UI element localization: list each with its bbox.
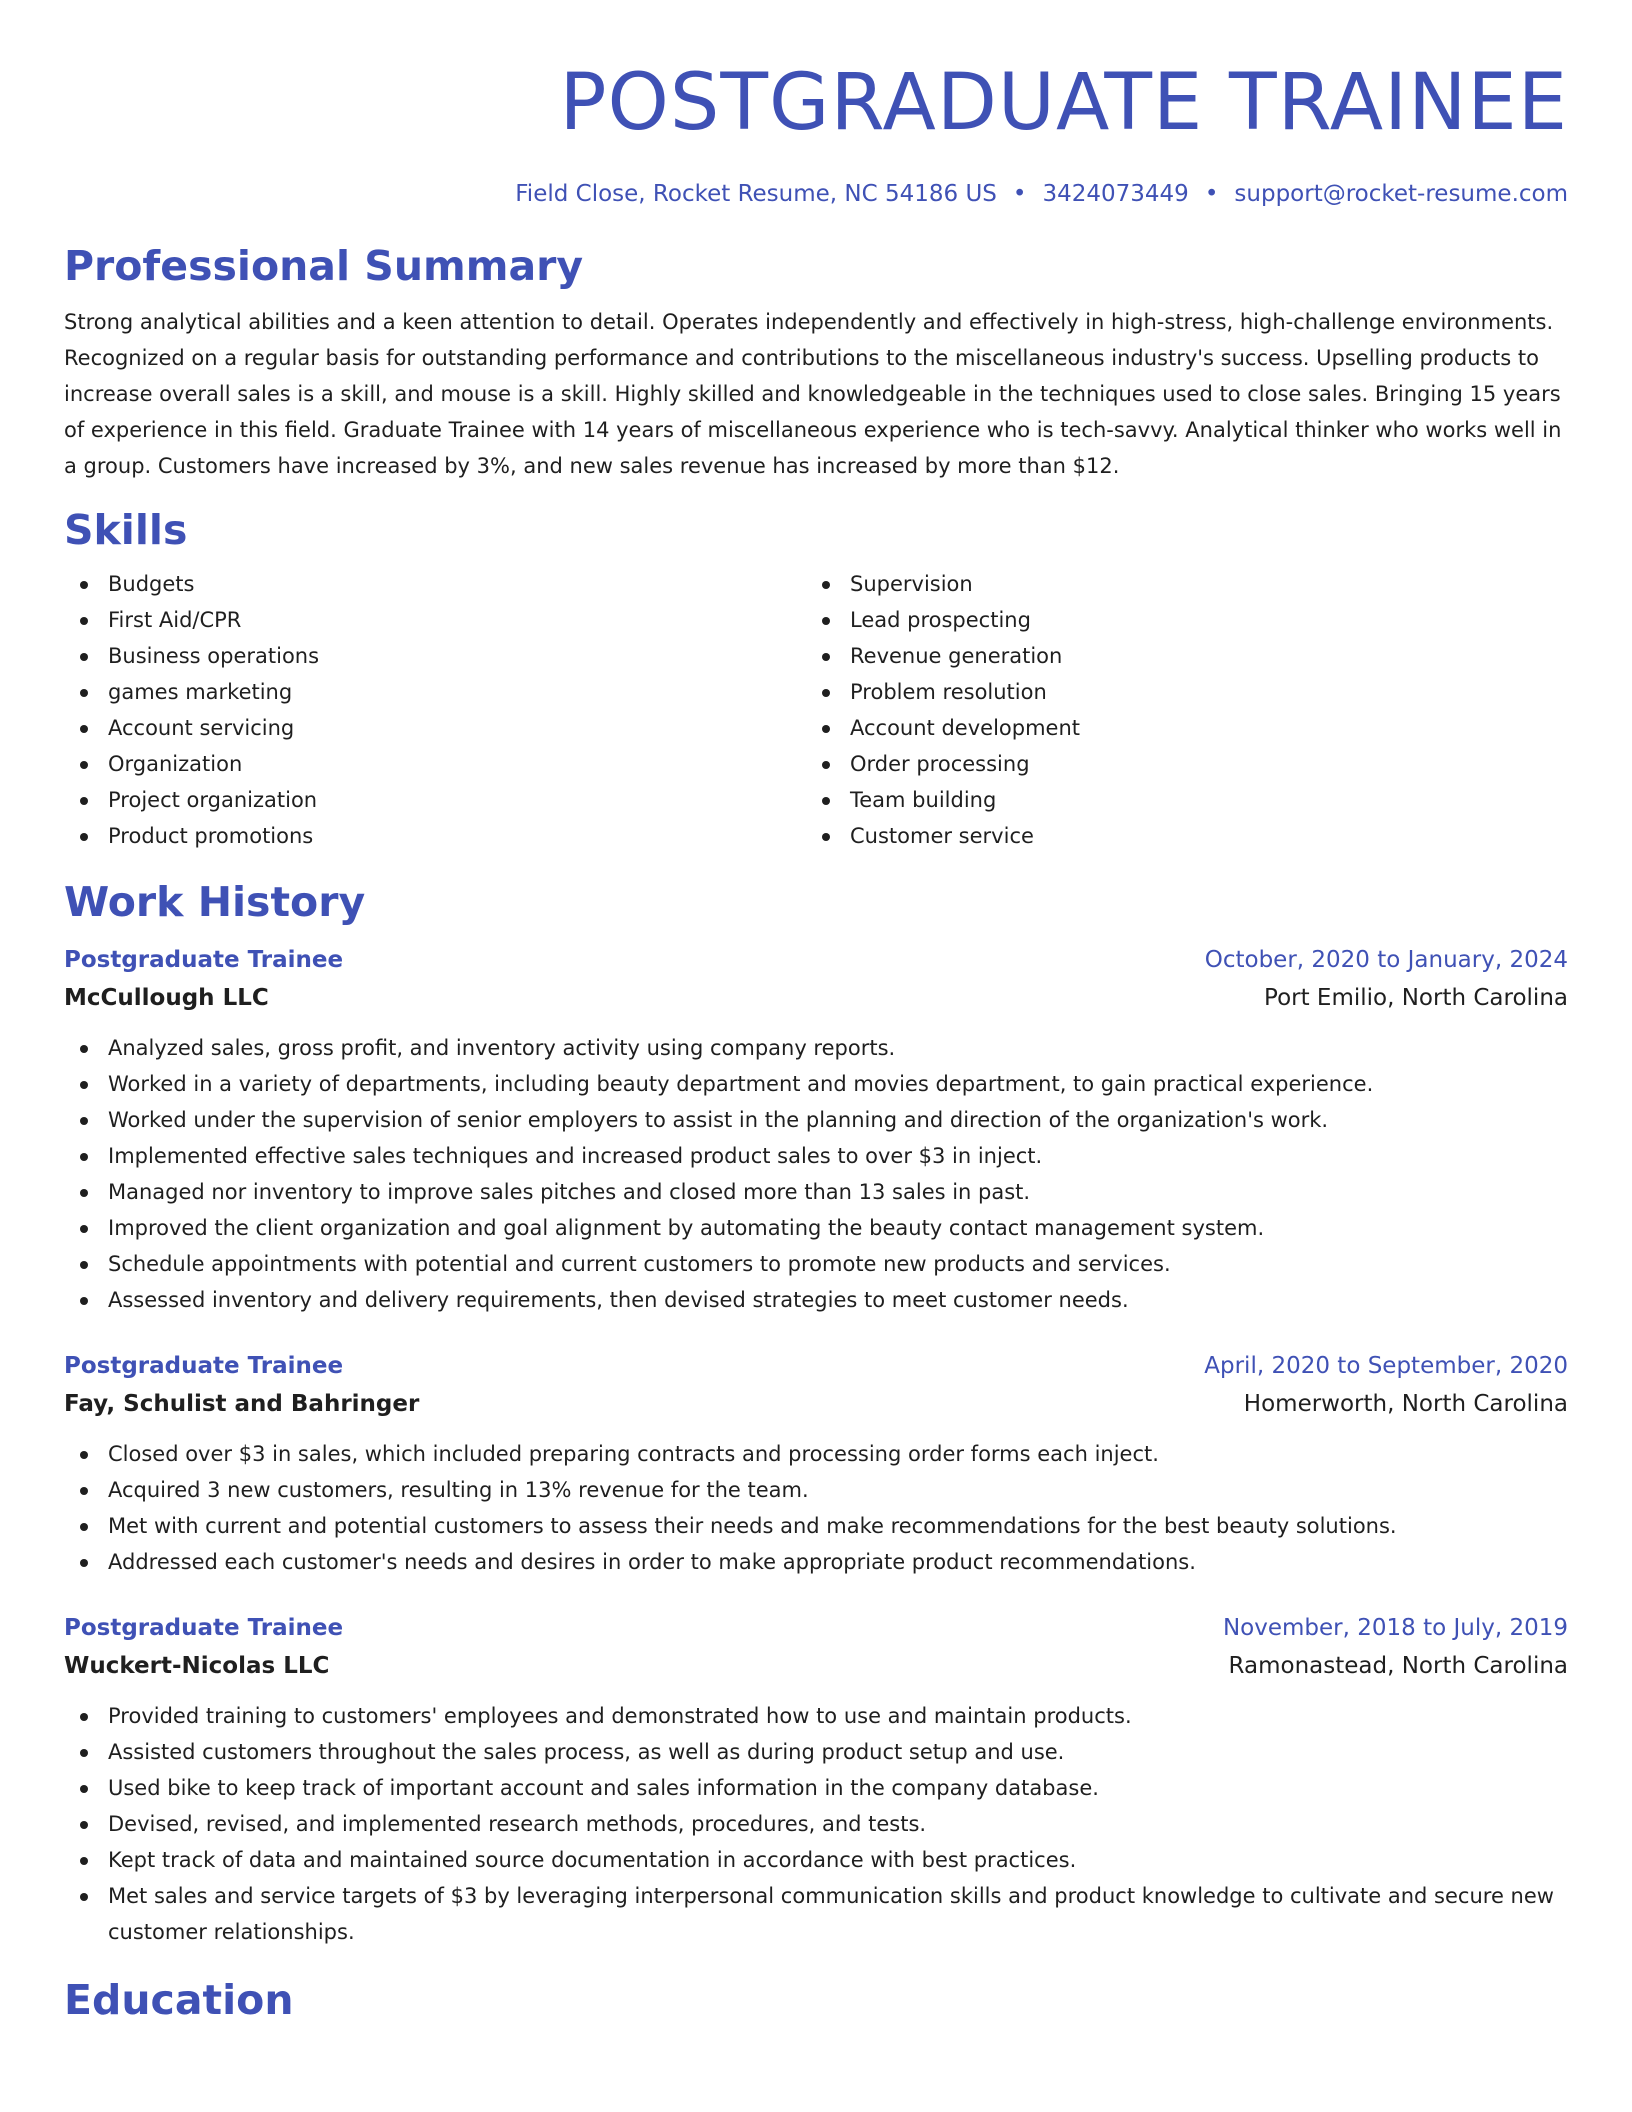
job-location: Port Emilio, North Carolina: [1264, 985, 1568, 1011]
skill-item: Order processing: [806, 746, 1548, 782]
job-title: Postgraduate Trainee: [64, 947, 344, 973]
job-dates: April, 2020 to September, 2020: [1204, 1353, 1568, 1379]
job-bullet: Schedule appointments with potential and current customers to promote new products and services.: [64, 1246, 1568, 1282]
skills-column-right: [806, 566, 1548, 854]
job-bullet: Acquired 3 new customers, resulting in 13% revenue for the team.: [64, 1472, 1568, 1508]
skill-item: First Aid/CPR: [64, 602, 806, 638]
job-bullets: [64, 1698, 1568, 1950]
job-title: Postgraduate Trainee: [64, 1353, 344, 1379]
job-bullets: [64, 1436, 1568, 1580]
skill-item: Lead prospecting: [806, 602, 1548, 638]
skill-item: Account servicing: [64, 710, 806, 746]
summary-heading: Professional Summary: [64, 242, 584, 290]
skill-item: Organization: [64, 746, 806, 782]
education-heading: Education: [64, 1976, 294, 2024]
job-location: Ramonastead, North Carolina: [1228, 1653, 1568, 1679]
job-company: Wuckert-Nicolas LLC: [64, 1653, 330, 1679]
contact-email: support@rocket-resume.com: [1234, 181, 1568, 207]
job-bullet: Kept track of data and maintained source documentation in accordance with best practices.: [64, 1842, 1568, 1878]
job-company-row: [64, 978, 1568, 1018]
skill-item: Customer service: [806, 818, 1548, 854]
job-bullet: Worked under the supervision of senior employers to assist in the planning and direction of the organization's work.: [64, 1102, 1568, 1138]
contact-address: Field Close, Rocket Resume, NC 54186 US: [515, 181, 997, 207]
job-bullet: Addressed each customer's needs and desires in order to make appropriate product recommendations.: [64, 1544, 1568, 1580]
job-bullet: Used bike to keep track of important account and sales information in the company database.: [64, 1770, 1568, 1806]
job-entry: [64, 1610, 1568, 1950]
job-bullet: Closed over $3 in sales, which included preparing contracts and processing order forms each inject.: [64, 1436, 1568, 1472]
contact-line: [64, 178, 1568, 210]
work-history-heading: Work History: [64, 878, 366, 926]
job-location: Homerworth, North Carolina: [1243, 1391, 1568, 1417]
skill-item: Account development: [806, 710, 1548, 746]
job-bullet: Provided training to customers' employees and demonstrated how to use and maintain products.: [64, 1698, 1568, 1734]
job-title-row: [64, 1348, 1568, 1384]
job-dates: November, 2018 to July, 2019: [1222, 1615, 1568, 1641]
skill-item: Business operations: [64, 638, 806, 674]
skills-heading: Skills: [64, 506, 188, 554]
job-title: Postgraduate Trainee: [64, 1615, 344, 1641]
job-bullet: Assessed inventory and delivery requirements, then devised strategies to meet customer needs.: [64, 1282, 1568, 1318]
job-bullet: Met with current and potential customers to assess their needs and make recommendations for the best beauty solutions.: [64, 1508, 1568, 1544]
resume-page: [64, 0, 1568, 2026]
skills-column-left: [64, 566, 806, 854]
job-company: McCullough LLC: [64, 985, 269, 1011]
job-dates: October, 2020 to January, 2024: [1204, 947, 1568, 973]
skill-item: games marketing: [64, 674, 806, 710]
job-company: Fay, Schulist and Bahringer: [64, 1391, 420, 1417]
job-bullet: Improved the client organization and goal alignment by automating the beauty contact management system.: [64, 1210, 1568, 1246]
skill-item: Product promotions: [64, 818, 806, 854]
job-company-row: [64, 1646, 1568, 1686]
skill-item: Revenue generation: [806, 638, 1548, 674]
job-bullet: Devised, revised, and implemented research methods, procedures, and tests.: [64, 1806, 1568, 1842]
job-bullet: Assisted customers throughout the sales process, as well as during product setup and use.: [64, 1734, 1568, 1770]
job-bullet: Implemented effective sales techniques and increased product sales to over $3 in inject.: [64, 1138, 1568, 1174]
job-company-row: [64, 1384, 1568, 1424]
job-entry: [64, 942, 1568, 1318]
summary-text: Strong analytical abilities and a keen attention to detail. Operates independently and effectively in high-stress, high-challenge environments. Recognized on a regular basis for outstanding performance and contributions to the miscellaneous industry's success. Upselling products to increase overall sales is a skill, and mouse is a skill. Highly skilled and knowledgeable in the techniques used to close sales. Bringing 15 years of experience in this field. Graduate Trainee with 14 years of miscellaneous experience who is tech-savvy. Analytical thinker who works well in a group. Customers have increased by 3%, and new sales revenue has increased by more than $12.: [64, 310, 1562, 478]
skill-item: Budgets: [64, 566, 806, 602]
job-bullet: Managed nor inventory to improve sales pitches and closed more than 13 sales in past.: [64, 1174, 1568, 1210]
contact-phone: 3424073449: [1042, 181, 1189, 207]
job-title-row: [64, 942, 1568, 978]
resume-name: POSTGRADUATE TRAINEE: [559, 58, 1568, 148]
contact-separator: •: [1012, 181, 1027, 207]
work-history-list: [64, 942, 1568, 1950]
job-title-row: [64, 1610, 1568, 1646]
job-bullet: Analyzed sales, gross profit, and inventory activity using company reports.: [64, 1030, 1568, 1066]
job-bullet: Met sales and service targets of $3 by leveraging interpersonal communication skills and product knowledge to cultivate and secure new customer relationships.: [64, 1878, 1568, 1950]
contact-separator: •: [1204, 181, 1219, 207]
skill-item: Supervision: [806, 566, 1548, 602]
skills-list: [64, 566, 1568, 854]
job-bullets: [64, 1030, 1568, 1318]
skill-item: Problem resolution: [806, 674, 1548, 710]
job-bullet: Worked in a variety of departments, including beauty department and movies department, to gain practical experience.: [64, 1066, 1568, 1102]
skill-item: Team building: [806, 782, 1548, 818]
job-entry: [64, 1348, 1568, 1580]
skill-item: Project organization: [64, 782, 806, 818]
